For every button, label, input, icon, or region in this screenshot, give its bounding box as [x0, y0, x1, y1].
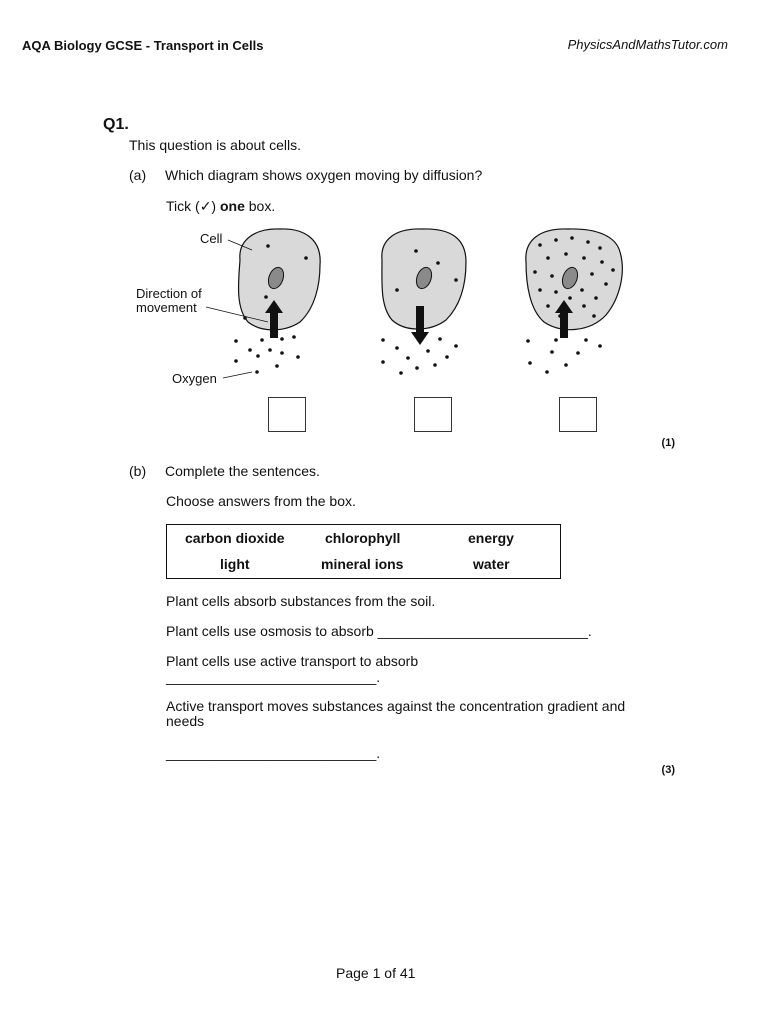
header-site: PhysicsAndMathsTutor.com — [567, 37, 728, 52]
question-number: Q1. — [103, 116, 129, 133]
oxygen-label: Oxygen — [172, 371, 217, 386]
direction-label-line1: Direction of — [136, 286, 202, 301]
word-chlorophyll: chlorophyll — [325, 530, 401, 546]
tick-box-3[interactable] — [559, 397, 597, 432]
marks-part-b: (3) — [661, 764, 675, 776]
word-carbon-dioxide: carbon dioxide — [185, 530, 285, 546]
oxygen-pointer-line — [223, 372, 252, 378]
sentence-4: Active transport moves substances against the concentration gradient and — [166, 698, 626, 714]
part-a-question: Which diagram shows oxygen moving by diffusion? — [165, 167, 483, 183]
page-number: 1 — [372, 965, 381, 981]
header-title: AQA Biology GCSE - Transport in Cells — [22, 38, 264, 53]
page-prefix: Page — [336, 965, 369, 981]
sentence-2: Plant cells use osmosis to absorb ___________________________. — [166, 623, 592, 639]
sentence-4-cont: needs — [166, 713, 205, 729]
part-b-question: Complete the sentences. — [165, 463, 320, 479]
diffusion-diagram — [0, 0, 768, 470]
answer-line-4[interactable]: ___________________________. — [166, 745, 381, 761]
sentence-1: Plant cells absorb substances from the soil. — [166, 593, 436, 609]
word-box — [166, 524, 561, 579]
word-energy: energy — [468, 530, 514, 546]
page-footer — [336, 965, 415, 981]
sentence-3: Plant cells use active transport to absorb — [166, 653, 419, 669]
tick-instruction-suffix: box. — [244, 198, 276, 214]
answer-line-3[interactable]: ___________________________. — [166, 669, 381, 685]
part-a-label: (a) — [129, 167, 147, 183]
question-intro: This question is about cells. — [129, 137, 301, 153]
word-mineral-ions: mineral ions — [321, 556, 404, 572]
word-water: water — [473, 556, 510, 572]
tick-instruction-bold: one — [219, 198, 245, 214]
page-total: 41 — [399, 965, 416, 981]
part-b-choose: Choose answers from the box. — [166, 493, 356, 509]
tick-box-2[interactable] — [414, 397, 452, 432]
tick-box-1[interactable] — [268, 397, 306, 432]
direction-label-line2: movement — [136, 300, 197, 315]
cell-label: Cell — [200, 231, 223, 246]
word-light: light — [220, 556, 250, 572]
marks-part-a: (1) — [661, 437, 675, 449]
tick-instruction-prefix: Tick (✓) — [166, 198, 220, 214]
oxygen-dots-3 — [526, 338, 602, 374]
page-of: of — [384, 965, 396, 981]
part-b-label: (b) — [129, 463, 147, 479]
